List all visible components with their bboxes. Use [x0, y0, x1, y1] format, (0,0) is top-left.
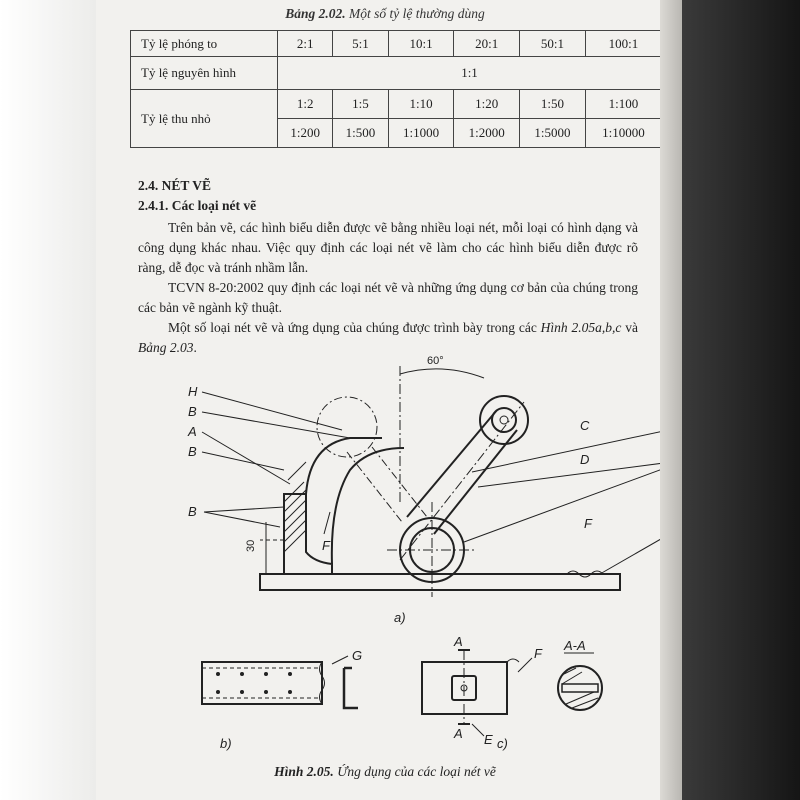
arm-edge-lower — [434, 430, 517, 534]
label-b: B — [188, 504, 197, 519]
figure-caption — [96, 764, 674, 780]
angle-label: 60° — [427, 355, 444, 367]
table-cell: 1:10000 — [585, 119, 661, 148]
table-cell: 1:5 — [333, 90, 388, 119]
table-cell: 1:2000 — [454, 119, 520, 148]
subfigure-label-c: c) — [497, 736, 508, 751]
section-subtitle: 2.4.1. Các loại nét vẽ — [138, 198, 257, 213]
table-cell: 1:1000 — [388, 119, 454, 148]
technical-drawing — [172, 352, 672, 762]
upper-arm — [306, 438, 382, 494]
paragraph-3-mid: và — [621, 320, 638, 335]
figure-caption-text: Ứng dụng của các loại nét vẽ — [333, 764, 496, 779]
row-label-enlarge: Tỷ lệ phóng to — [131, 31, 278, 57]
label-f: F — [584, 516, 592, 531]
figure-caption-label: Hình 2.05. — [274, 764, 334, 779]
table-cell: 5:1 — [333, 31, 388, 57]
phantom-circle — [317, 397, 377, 457]
rivet-holes — [216, 672, 292, 694]
table-cell: 1:5000 — [520, 119, 586, 148]
table-reference: Bảng 2.03 — [138, 340, 194, 355]
label-e: E — [484, 732, 493, 747]
label-h: H — [188, 384, 198, 399]
angle-dimension-arc — [400, 369, 484, 378]
inner-arm — [332, 448, 404, 564]
scales-table — [130, 30, 662, 148]
row-label-natural: Tỷ lệ nguyên hình — [131, 57, 278, 90]
label-f: F — [322, 538, 330, 553]
paragraph-3-end: . — [193, 340, 197, 355]
label-d: D — [580, 452, 590, 467]
label-a: A — [454, 726, 463, 741]
table-cell: 10:1 — [388, 31, 454, 57]
subfigure-label-a: a) — [394, 610, 406, 625]
break-line — [507, 659, 519, 662]
table-cell: 1:2 — [278, 90, 333, 119]
label-b: B — [188, 404, 197, 419]
dimension-label: 30 — [245, 539, 257, 552]
table-cell: 20:1 — [454, 31, 520, 57]
table-caption-text: Một số tỷ lệ thường dùng — [345, 6, 485, 21]
top-ring-center — [500, 416, 508, 424]
label-c: C — [580, 418, 590, 433]
label-a: A — [454, 634, 463, 649]
channel-section — [344, 668, 358, 708]
section-label: A-A — [564, 638, 586, 653]
table-caption — [96, 6, 674, 22]
table-cell: 100:1 — [585, 31, 661, 57]
leader-line — [518, 658, 532, 672]
left-support — [284, 494, 332, 574]
table-cell: 1:200 — [278, 119, 333, 148]
table-cell: 1:20 — [454, 90, 520, 119]
leader-line — [332, 656, 348, 664]
table-cell: 1:10 — [388, 90, 454, 119]
page-edge — [660, 0, 682, 800]
paragraph-3-start: Một số loại nét vẽ và ứng dụng của chúng được trình bày trong các — [168, 320, 541, 335]
key-slot — [562, 684, 598, 692]
subfigure-label-b: b) — [220, 736, 232, 751]
book-page — [96, 0, 674, 800]
top-ring-inner — [492, 408, 516, 432]
table-caption-label: Bảng 2.02. — [285, 6, 346, 21]
table-cell: 2:1 — [278, 31, 333, 57]
phantom-line — [347, 452, 402, 522]
table-cell: 1:50 — [520, 90, 586, 119]
label-f: F — [534, 646, 542, 661]
table-row — [131, 31, 662, 57]
table-cell: 1:100 — [585, 90, 661, 119]
label-g: G — [352, 648, 363, 663]
background-left — [0, 0, 96, 800]
label-b: B — [188, 444, 197, 459]
paragraph-1: Trên bản vẽ, các hình biểu diễn được vẽ bằng nhiều loại nét, mỗi loại có hình dạng và công dụng khác nhau. Việc quy định các loại nét vẽ làm cho các hình biểu diễn được rõ ràng, dễ đọc và tránh nhầm lẫn. — [138, 220, 638, 275]
leader-lines — [202, 392, 672, 574]
leader-line — [472, 724, 484, 736]
table-cell: 1:500 — [333, 119, 388, 148]
table-row — [131, 90, 662, 119]
table-row — [131, 57, 662, 90]
section-title: 2.4. NÉT VẼ — [138, 178, 212, 193]
figure-reference: Hình 2.05a,b,c — [540, 320, 622, 335]
table-cell: 1:1 — [278, 57, 662, 90]
table-cell: 50:1 — [520, 31, 586, 57]
top-ring-outer — [480, 396, 528, 444]
row-label-reduce: Tỷ lệ thu nhỏ — [131, 90, 278, 148]
arm-edge-upper — [407, 410, 497, 517]
section-hatching — [284, 462, 306, 552]
label-a: A — [188, 424, 197, 439]
background-right — [682, 0, 800, 800]
paragraph-2: TCVN 8-20:2002 quy định các loại nét vẽ và những ứng dụng cơ bản của chúng trong các bản vẽ ngành kỹ thuật. — [138, 280, 638, 315]
